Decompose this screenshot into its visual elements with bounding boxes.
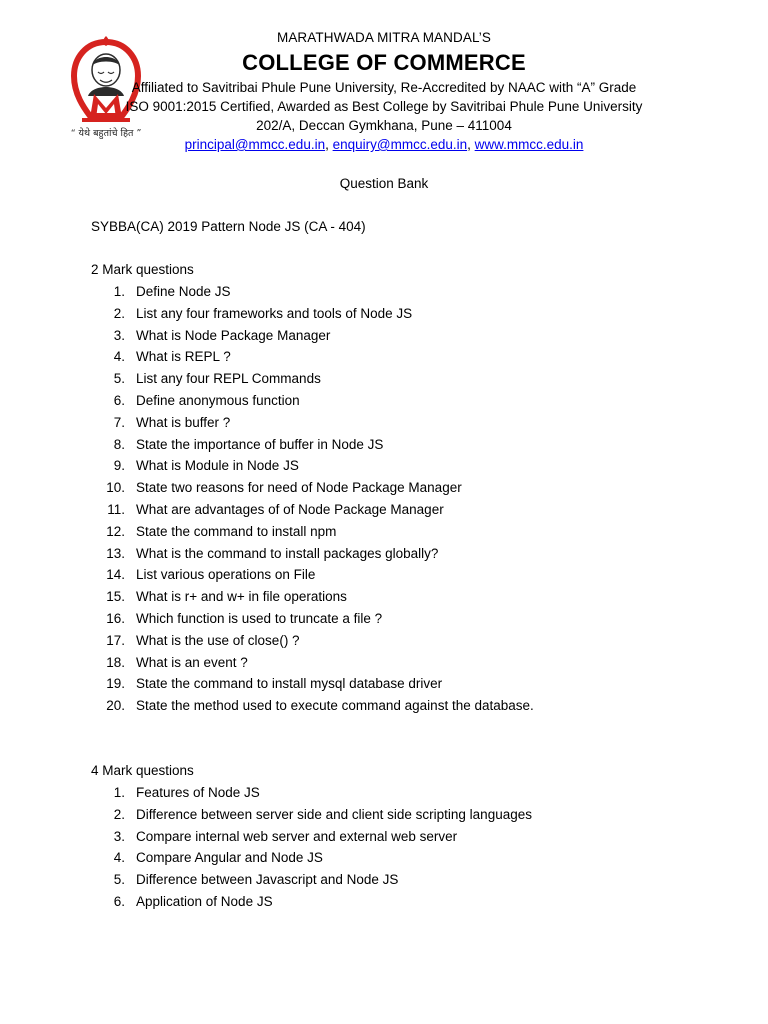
question-text: What is REPL ?	[136, 349, 231, 365]
enquiry-email-link[interactable]: enquiry@mmcc.edu.in	[332, 137, 468, 152]
question-number: 5.	[113, 872, 125, 888]
question-text: Difference between server side and client side scripting languages	[136, 806, 532, 822]
question-number: 1.	[113, 284, 125, 299]
question-text: List any four frameworks and tools of Node JS	[136, 305, 413, 321]
question-text: What is Node Package Manager	[136, 327, 331, 343]
question-number: 19.	[106, 676, 125, 692]
question-number: 3.	[113, 327, 125, 343]
question-number: 10.	[106, 480, 125, 496]
contact-links	[0, 137, 768, 152]
question-text: Define anonymous function	[136, 392, 300, 408]
question-number: 5.	[113, 371, 125, 387]
question-text: List various operations on File	[136, 567, 316, 583]
question-number: 7.	[113, 414, 125, 430]
affiliation-line: Affiliated to Savitribai Phule Pune University, Re-Accredited by NAAC with “A” Grade	[131, 80, 637, 95]
question-text: What is the command to install packages globally?	[136, 545, 439, 561]
question-text: Features of Node JS	[136, 785, 260, 800]
question-text: What are advantages of of Node Package Manager	[136, 501, 444, 517]
question-text: What is an event ?	[136, 654, 248, 670]
question-number: 16.	[106, 610, 125, 626]
question-number: 20.	[106, 698, 125, 714]
question-number: 4.	[113, 349, 125, 365]
question-text: State the method used to execute command against the database.	[136, 698, 534, 714]
question-number: 1.	[113, 785, 125, 800]
address-line: 202/A, Deccan Gymkhana, Pune – 411004	[256, 118, 512, 133]
question-text: State the command to install mysql database driver	[136, 676, 443, 692]
link-separator: ,	[325, 137, 333, 152]
question-text: What is buffer ?	[136, 414, 231, 430]
question-number: 14.	[106, 567, 125, 583]
section-heading-2-mark: 2 Mark questions	[91, 262, 194, 277]
question-text: State the importance of buffer in Node JS	[136, 436, 384, 452]
question-number: 17.	[106, 632, 125, 648]
question-text: State two reasons for need of Node Package Manager	[136, 480, 462, 496]
question-number: 11.	[107, 501, 125, 517]
question-text: List any four REPL Commands	[136, 371, 321, 387]
question-number: 6.	[113, 392, 125, 408]
question-number: 6.	[113, 893, 125, 909]
question-number: 2.	[113, 305, 125, 321]
question-text: What is Module in Node JS	[136, 458, 299, 474]
question-text: Which function is used to truncate a file ?	[136, 610, 383, 626]
document-title: Question Bank	[339, 176, 429, 191]
question-text: State the command to install npm	[136, 523, 337, 539]
section-heading-4-mark: 4 Mark questions	[91, 763, 194, 778]
question-text: Define Node JS	[136, 284, 231, 299]
question-number: 15.	[106, 589, 125, 605]
question-number: 8.	[113, 436, 125, 452]
question-number: 4.	[113, 850, 125, 866]
certification-line: ISO 9001:2015 Certified, Awarded as Best College by Savitribai Phule Pune University	[125, 99, 643, 114]
link-separator: ,	[467, 137, 475, 152]
question-number: 9.	[113, 458, 125, 474]
question-number: 12.	[106, 523, 125, 539]
principal-email-link[interactable]: principal@mmcc.edu.in	[184, 137, 326, 152]
logo-motto: “ येथे बहुतांचे हित ”	[70, 128, 142, 139]
org-name: MARATHWADA MITRA MANDAL’S	[276, 30, 492, 45]
question-text: Difference between Javascript and Node JS	[136, 872, 399, 888]
question-number: 13.	[106, 545, 125, 561]
question-text: Application of Node JS	[136, 893, 273, 909]
question-text: What is r+ and w+ in file operations	[136, 589, 347, 605]
question-text: Compare Angular and Node JS	[136, 850, 323, 866]
subject-line: SYBBA(CA) 2019 Pattern Node JS (CA - 404)	[91, 219, 366, 234]
question-number: 2.	[113, 806, 125, 822]
college-name: COLLEGE OF COMMERCE	[242, 50, 526, 75]
question-text: Compare internal web server and external web server	[136, 828, 458, 844]
question-number: 18.	[106, 654, 125, 670]
question-number: 3.	[113, 828, 125, 844]
website-link[interactable]: www.mmcc.edu.in	[474, 137, 584, 152]
question-text: What is the use of close() ?	[136, 632, 300, 648]
